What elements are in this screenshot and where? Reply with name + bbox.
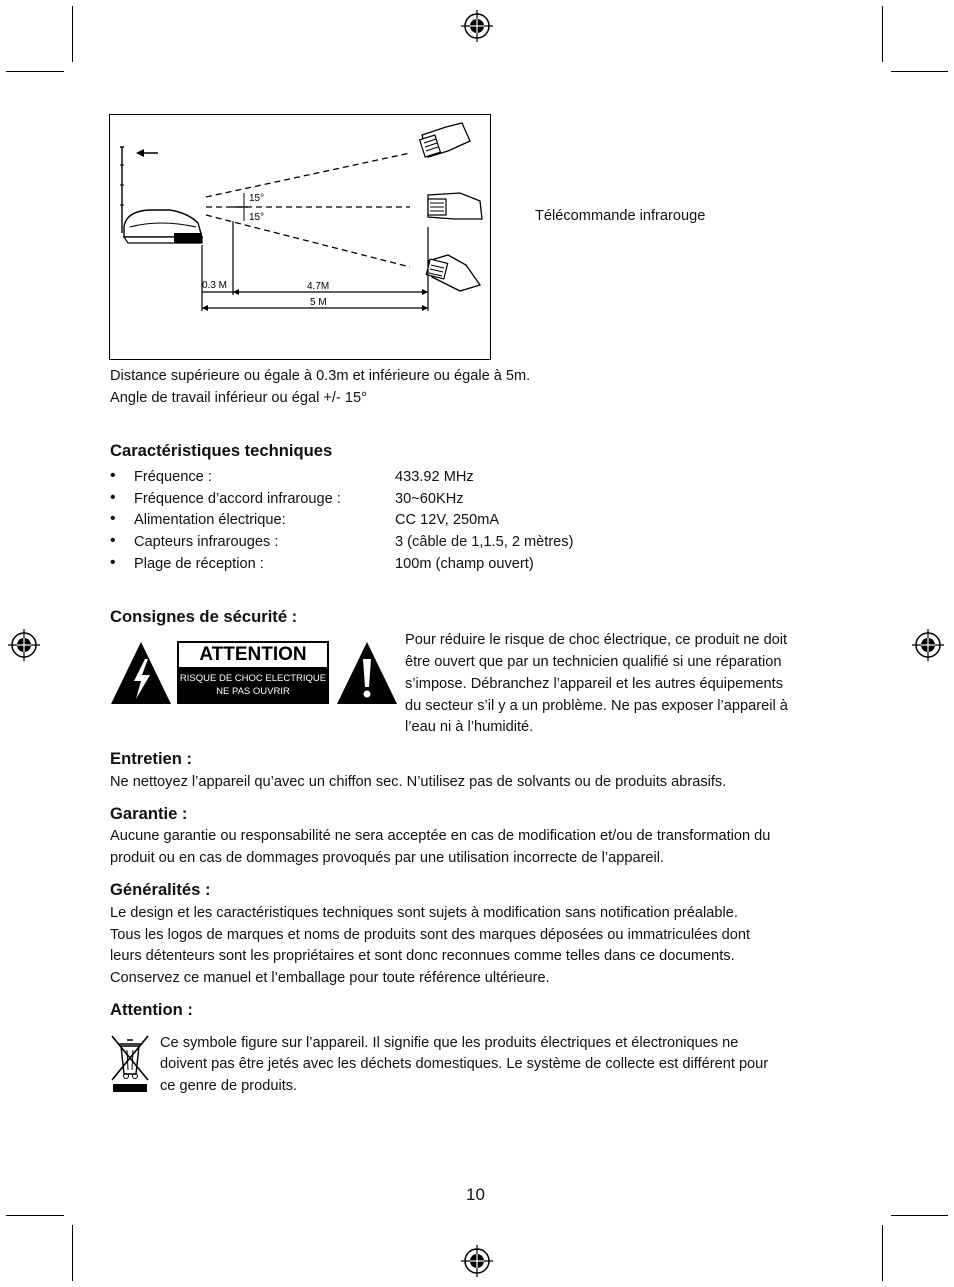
spec-label: Alimentation électrique: (134, 512, 286, 528)
registration-mark-icon (8, 629, 40, 661)
spec-label: Fréquence d’accord infrarouge : (134, 491, 341, 507)
safety-heading: Consignes de sécurité : (110, 607, 298, 626)
registration-mark-icon (461, 1245, 493, 1277)
attention-line: RISQUE DE CHOC ELECTRIQUE (179, 673, 327, 684)
crop-mark (882, 6, 883, 62)
bullet: • (110, 467, 116, 484)
range-diagram-drawing (110, 115, 490, 359)
safety-text-line: être ouvert que par un technicien qualifié si une réparation (405, 654, 782, 670)
bullet: • (110, 489, 116, 506)
spec-value: 100m (champ ouvert) (395, 556, 534, 572)
attention-title: ATTENTION (179, 643, 327, 667)
distance-label-near: 0.3 M (202, 280, 228, 291)
registration-mark-icon (461, 10, 493, 42)
crop-mark (891, 1215, 948, 1216)
attention-text-line: doivent pas être jetés avec les déchets domestiques. Le système de collecte est différent pour (160, 1056, 769, 1072)
general-text-line: leurs détenteurs sont les propriétaires et sont donc reconnues comme telles dans ce documents. (110, 948, 735, 964)
crop-mark (882, 1225, 883, 1281)
spec-label: Plage de réception : (134, 556, 264, 572)
attention-heading: Attention : (110, 1000, 193, 1019)
general-text-line: Tous les logos de marques et noms de produits sont des marques déposées ou immatriculées dont (110, 927, 751, 943)
crop-mark (891, 71, 948, 72)
crossed-bin-icon (110, 1034, 150, 1094)
spec-value: CC 12V, 250mA (395, 512, 500, 528)
safety-text-line: s’impose. Débranchez l’appareil et les autres équipements (405, 676, 784, 692)
general-text-line: Le design et les caractéristiques techniques sont sujets à modification sans notification préalable. (110, 905, 738, 921)
distance-label-total: 5 M (310, 297, 327, 308)
angle-label-top: 15° (249, 193, 265, 204)
diagram-caption: Télécommande infrarouge (535, 208, 706, 224)
angle-label-bottom: 15° (249, 212, 265, 223)
specs-heading: Caractéristiques techniques (110, 441, 333, 460)
spec-label: Fréquence : (134, 469, 212, 485)
attention-text-line: Ce symbole figure sur l’appareil. Il signifie que les produits électriques et électroniques ne (160, 1035, 739, 1051)
bullet: • (110, 554, 116, 571)
maintenance-text: Ne nettoyez l’appareil qu’avec un chiffon sec. N’utilisez pas de solvants ou de produits abrasifs. (110, 774, 727, 790)
crop-mark (72, 1225, 73, 1281)
remote-hand-icon (428, 193, 482, 219)
range-diagram (109, 114, 491, 360)
safety-text-line: du secteur s’il y a un problème. Ne pas exposer l’appareil à (405, 698, 788, 714)
range-line: Angle de travail inférieur ou égal +/- 15° (110, 390, 367, 406)
safety-text-line: l’eau ni à l’humidité. (405, 719, 534, 735)
range-line: Distance supérieure ou égale à 0.3m et inférieure ou égale à 5m. (110, 368, 531, 384)
general-heading: Généralités : (110, 880, 211, 899)
attention-text-line: ce genre de produits. (160, 1078, 298, 1094)
attention-label (177, 641, 329, 704)
warranty-text-line: produit ou en cas de dommages provoqués par une utilisation incorrecte de l’appareil. (110, 850, 665, 866)
remote-hand-icon (420, 123, 470, 157)
crop-mark (6, 1215, 64, 1216)
warranty-text-line: Aucune garantie ou responsabilité ne sera acceptée en cas de modification et/ou de transformation du (110, 828, 771, 844)
registration-mark-icon (912, 629, 944, 661)
spec-value: 3 (câble de 1,1.5, 2 mètres) (395, 534, 574, 550)
bullet: • (110, 532, 116, 549)
remote-hand-icon (426, 255, 480, 291)
bullet: • (110, 510, 116, 527)
warranty-heading: Garantie : (110, 804, 188, 823)
maintenance-heading: Entretien : (110, 749, 193, 768)
spec-value: 30~60KHz (395, 491, 464, 507)
crop-mark (6, 71, 64, 72)
page-number: 10 (466, 1185, 485, 1204)
distance-label-mid: 4.7M (307, 281, 330, 292)
receiver-icon (120, 147, 202, 243)
spec-value: 433.92 MHz (395, 469, 474, 485)
general-text-line: Conservez ce manuel et l’emballage pour toute référence ultérieure. (110, 970, 550, 986)
spec-label: Capteurs infrarouges : (134, 534, 279, 550)
attention-line: NE PAS OUVRIR (216, 686, 290, 697)
exclamation-warning-icon (336, 641, 398, 705)
safety-text-line: Pour réduire le risque de choc électrique, ce produit ne doit (405, 632, 788, 648)
electric-shock-warning-icon (110, 641, 172, 705)
crop-mark (72, 6, 73, 62)
